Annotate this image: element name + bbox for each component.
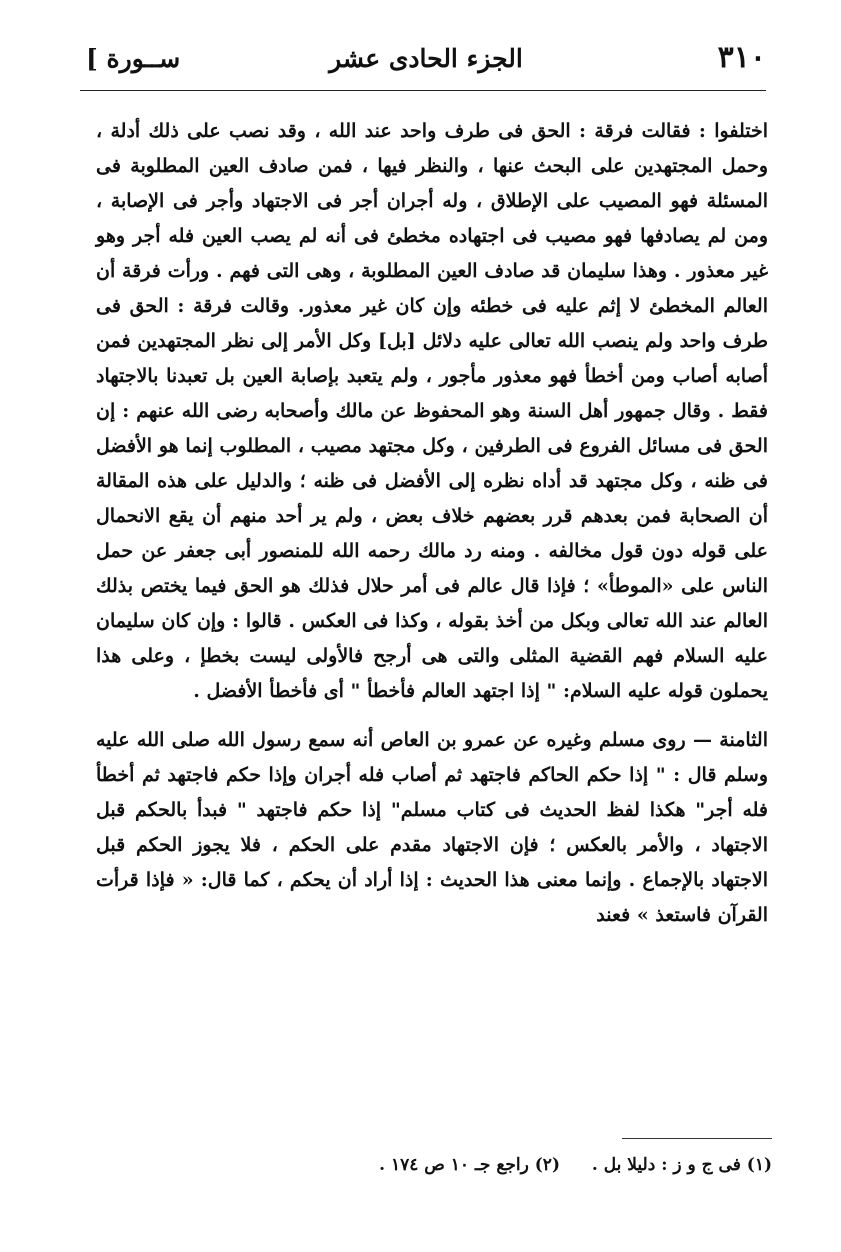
surah-label: [ ســورة xyxy=(86,44,181,73)
footnote-1: (١) فى ج و ز : دليلا بل . xyxy=(591,1155,772,1175)
part-title: الجزء الحادى عشر xyxy=(329,44,523,73)
paragraph-1: اختلفوا : فقالت فرقة : الحق فى طرف واحد عند الله ، وقد نصب على ذلك أدلة ، وحمل المجتهدين على البحث عنها ، والنظر فيها ، فمن صادف العين المطلوبة فى المسئلة فهو المصيب على الإطلاق ، وله أجران أجر فى الاجتهاد وأجر فى الإصابة ، ومن لم يصادفها فهو مصيب فى اجتهاده مخطئ فى أنه لم يصب العين فله أجر وهو غير معذور . وهذا سليمان قد صادف العين المطلوبة ، وهى التى فهم . ورأت فرقة أن العالم المخطئ لا إثم عليه فى خطئه وإن كان غير معذور. وقالت فرقة : الحق فى طرف واحد ولم ينصب الله تعالى عليه دلائل [بل] وكل الأمر إلى نظر المجتهدين فمن أصابه أصاب ومن أخطأ فهو معذور مأجور ، ولم يتعبد بإصابة العين بل تعبدنا بالاجتهاد فقط . وقال جمهور أهل السنة وهو المحفوظ عن مالك وأصحابه رضى الله عنهم : إن الحق فى مسائل الفروع فى الطرفين ، وكل مجتهد مصيب ، المطلوب إنما هو الأفضل فى ظنه ، وكل مجتهد قد أداه نظره إلى الأفضل فى ظنه ؛ والدليل على هذه المقالة أن الصحابة فمن بعدهم قرر بعضهم خلاف بعض ، ولم ير أحد منهم أن يقع الانحمال على قوله دون قول مخالفه . ومنه رد مالك رحمه الله للمنصور أبى جعفر عن حمل الناس على «الموطأ» ؛ فإذا قال عالم فى أمر حلال فذلك هو الحق فيما يختص بذلك العالم عند الله تعالى وبكل من أخذ بقوله ، وكذا فى العكس . قالوا : وإن كان سليمان عليه السلام فهم القضية المثلى والتى هى أرجح فالأولى ليست بخطإ ، وعلى هذا يحملون قوله عليه السلام: " إذا اجتهد العالم فأخطأ " أى فأخطأ الأفضل . xyxy=(96,120,769,702)
main-text xyxy=(96,114,768,933)
footnote-2: (٢) راجع جـ ١٠ ص ١٧٤ . xyxy=(379,1155,560,1175)
header-rule xyxy=(80,90,766,91)
footnotes xyxy=(340,1150,772,1180)
page-header xyxy=(86,38,766,82)
footnote-rule xyxy=(622,1138,772,1139)
paragraph-2: الثامنة — روى مسلم وغيره عن عمرو بن العاص أنه سمع رسول الله صلى الله عليه وسلم قال : " إذا حكم الحاكم فاجتهد ثم أصاب فله أجران وإذا حكم فاجتهد ثم أخطأ فله أجر" هكذا لفظ الحديث فى كتاب مسلم" إذا حكم فاجتهد " فبدأ بالحكم قبل الاجتهاد ، والأمر بالعكس ؛ فإن الاجتهاد مقدم على الحكم ، فلا يجوز الحكم قبل الاجتهاد بالإجماع . وإنما معنى هذا الحديث : إذا أراد أن يحكم ، كما قال: « فإذا قرأت القرآن فاستعذ » فعند xyxy=(96,729,768,926)
page-number: ٣١٠ xyxy=(717,40,766,75)
